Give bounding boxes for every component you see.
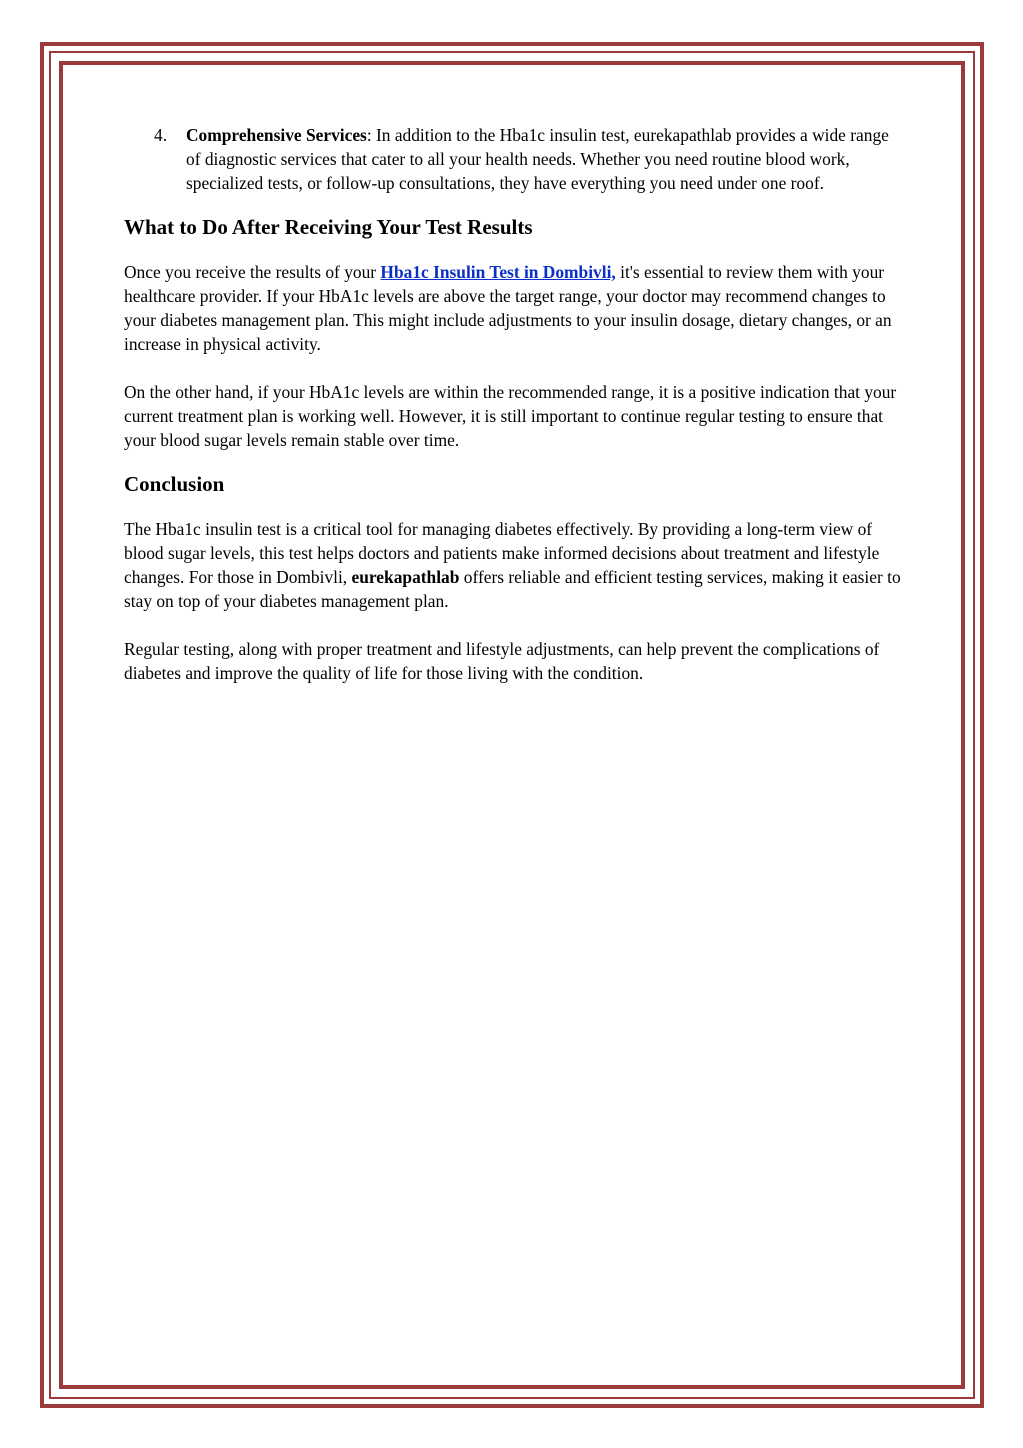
section-heading-results: What to Do After Receiving Your Test Results — [124, 215, 533, 239]
paragraph-results-review — [124, 260, 904, 356]
list-item — [124, 123, 904, 195]
paragraph-results-positive: On the other hand, if your HbA1c levels are within the recommended range, it is a positive indication that your current treatment plan is working well. However, it is still important to continue regular testing to ensure that your blood sugar levels remain stable over time. — [124, 382, 897, 450]
section-heading-conclusion: Conclusion — [124, 472, 225, 496]
list-number: 4. — [154, 125, 168, 145]
list-item-text: : In addition to the Hba1c insulin test, eurekapathlab provides a wide range of diagnostic services that cater to all your health needs. Whether you need routine blood work, specialized tests, or follow-up consultations, they have everything you need under one roof. — [186, 125, 889, 193]
paragraph-text: The Hba1c insulin test is a critical tool for managing diabetes effectively. By providing a long-term view of blood sugar levels, this test helps doctors and patients make informed decisions about treatment and lifestyle changes. For those in Dombivli, — [124, 519, 880, 587]
list-item-title: Comprehensive Services — [186, 125, 367, 145]
paragraph-conclusion — [124, 517, 904, 613]
brand-name: eurekapathlab — [351, 567, 460, 587]
paragraph-text: offers reliable and efficient testing services, making it easier to stay on top of your diabetes management plan. — [124, 567, 901, 611]
paragraph-text: Once you receive the results of your — [124, 262, 381, 282]
hba1c-test-link[interactable]: Hba1c Insulin Test in Dombivli, — [380, 262, 616, 282]
paragraph-text: it's essential to review them with your healthcare provider. If your HbA1c levels are above the target range, your doctor may recommend changes to your diabetes management plan. This might include adjustments to your insulin dosage, dietary changes, or an increase in physical activity. — [124, 262, 892, 354]
paragraph-regular-testing: Regular testing, along with proper treatment and lifestyle adjustments, can help prevent the complications of diabetes and improve the quality of life for those living with the condition. — [124, 639, 880, 683]
document-body — [124, 123, 904, 685]
